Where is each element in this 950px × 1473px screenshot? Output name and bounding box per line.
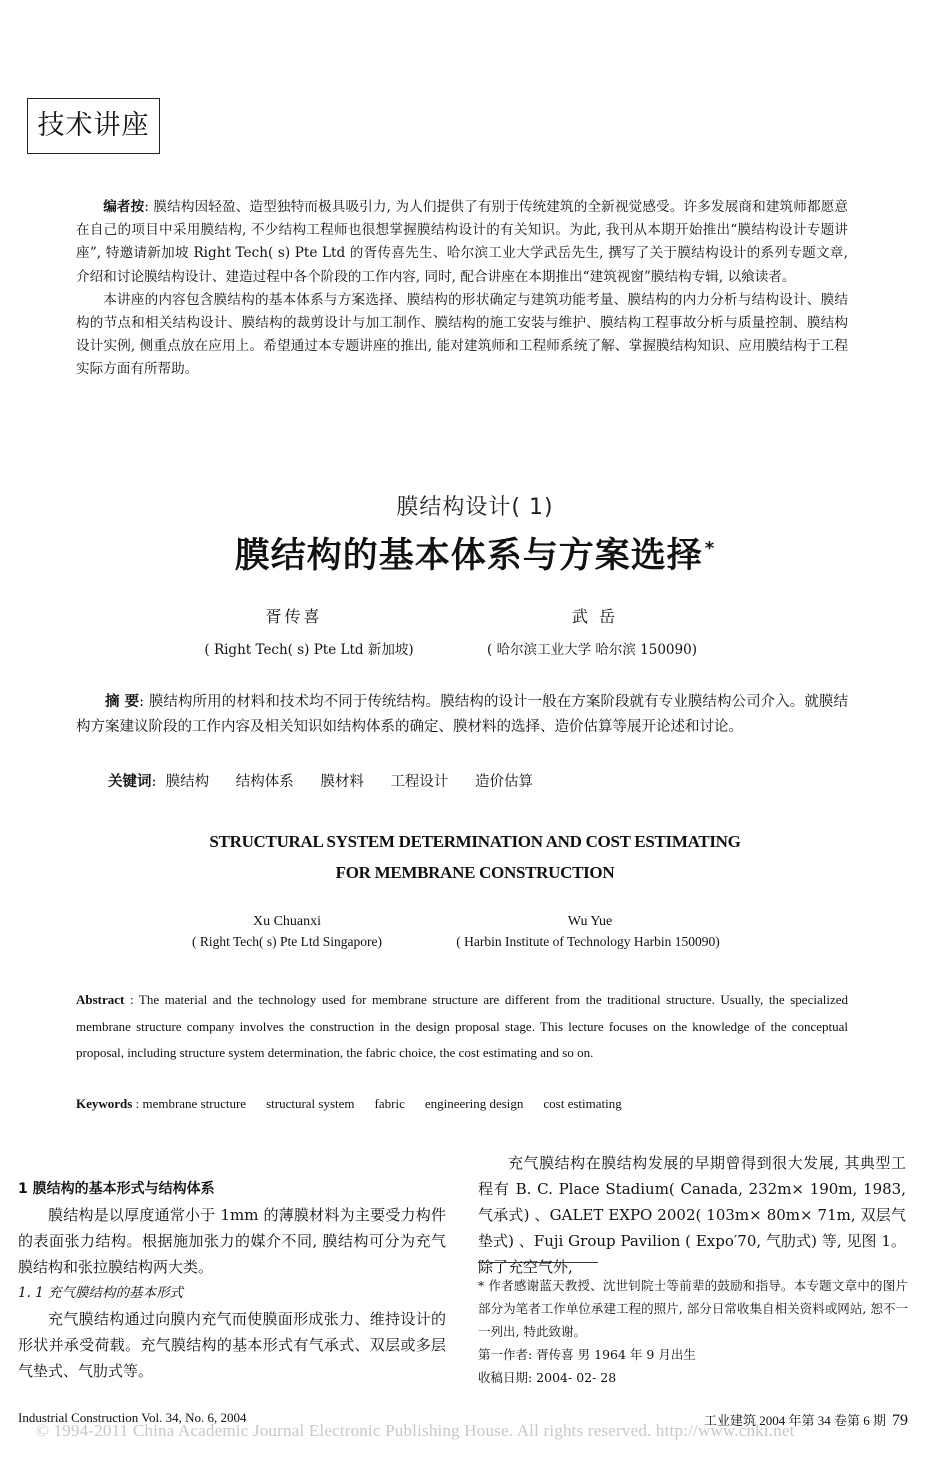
editor-note-text-1: : 膜结构因轻盈、造型独特而极具吸引力, 为人们提供了有别于传统建筑的全新视觉感受。许多发展商和建筑师都愿意在自己的项目中采用膜结构, 不少结构工程师也很想掌握膜结构设计的有关知识。为此, 我刊从本期开始推出“膜结构设计专题讲座”, 特邀请新加坡 Right Tech( s) Pte Ltd 的胥传喜先生、哈尔滨工业大学武岳先生, 撰写了关于膜结构设计的系列专题文章, 介绍和讨论膜结构设计、建造过程中各个阶段的工作内容, 同时, 配合讲座在本期推出“建筑视窗”膜结构专辑, 以飨读者。 xyxy=(76,199,849,285)
footer-journal-cn: 工业建筑 2004 年第 34 卷第 6 期 xyxy=(703,1413,886,1428)
editor-note xyxy=(76,196,848,382)
affiliation-en-1: ( Right Tech( s) Pte Ltd Singapore) xyxy=(191,934,383,949)
keyword-en: membrane structure xyxy=(142,1096,247,1111)
section-label: 技术讲座 xyxy=(27,98,160,154)
abstract-cn xyxy=(76,690,848,740)
footnote-first-author: 第一作者: 胥传喜 男 1964 年 9 月出生 xyxy=(478,1347,696,1362)
body-left-column xyxy=(18,1176,446,1384)
abstract-cn-text: : 膜结构所用的材料和技术均不同于传统结构。膜结构的设计一般在方案阶段就有专业膜结构公司介入。就膜结构方案建议阶段的工作内容及相关知识如结构体系的确定、膜材料的选择、造价估算等展开论述和讨论。 xyxy=(76,694,848,735)
footnote-received-date: 收稿日期: 2004- 02- 28 xyxy=(478,1370,617,1385)
keywords-en-separator: : xyxy=(132,1096,143,1111)
keyword-cn: 结构体系 xyxy=(235,774,294,790)
section-heading-1: 1 膜结构的基本形式与结构体系 xyxy=(18,1181,215,1197)
affiliation-en-2: ( Harbin Institute of Technology Harbin 150090) xyxy=(456,934,720,949)
keyword-cn: 造价估算 xyxy=(475,774,534,790)
abstract-en xyxy=(76,987,848,1067)
keywords-cn-label: 关键词 xyxy=(108,774,152,790)
footer-journal-en: Industrial Construction Vol. 34, No. 6, 2004 xyxy=(18,1410,247,1425)
author-en-2: Wu Yue xyxy=(567,914,613,929)
page-number: 79 xyxy=(892,1412,908,1429)
author-cn-1: 胥传喜 xyxy=(265,607,323,626)
affiliation-cn-1: ( Right Tech( s) Pte Ltd 新加坡) xyxy=(204,642,414,658)
keywords-en xyxy=(76,1096,642,1112)
keyword-en: fabric xyxy=(374,1096,405,1111)
keyword-cn: 膜材料 xyxy=(320,774,364,790)
keyword-en: engineering design xyxy=(424,1096,524,1111)
author-cn-2: 武 岳 xyxy=(571,607,619,626)
body-paragraph-1: 膜结构是以厚度通常小于 1mm 的薄膜材料为主要受力构件的表面张力结构。根据施加张力的媒介不同, 膜结构可分为充气膜结构和张拉膜结构两大类。 xyxy=(18,1206,446,1276)
keyword-en: structural system xyxy=(266,1096,355,1111)
series-title: 膜结构设计( 1) xyxy=(396,495,554,520)
body-right-column xyxy=(478,1150,906,1280)
body-paragraph-2: 充气膜结构通过向膜内充气而使膜面形成张力、维持设计的形状并承受荷载。充气膜结构的基本形式有气承式、双层或多层气垫式、气肋式等。 xyxy=(18,1310,446,1380)
keyword-cn: 工程设计 xyxy=(390,774,449,790)
english-title xyxy=(0,826,950,888)
abstract-en-label: Abstract xyxy=(76,992,125,1007)
abstract-en-text: : The material and the technology used for membrane structure are different from the traditional structure. Usually, the specialized membrane structure company involves the construction in the design proposal stage. This lecture focuses on the knowledge of the conceptual proposal, including structure system determination, the fabric choice, the cost estimating and so on. xyxy=(76,992,848,1060)
english-title-line-2: FOR MEMBRANE CONSTRUCTION xyxy=(335,863,615,882)
english-title-line-1: STRUCTURAL SYSTEM DETERMINATION AND COST ESTIMATING xyxy=(209,832,741,851)
keyword-cn: 膜结构 xyxy=(165,774,210,790)
copyright-watermark: © 1994-2011 China Academic Journal Electronic Publishing House. All rights reserved. http://www.cnki.net xyxy=(36,1421,795,1440)
editor-note-label: 编者按 xyxy=(103,199,145,215)
footnote xyxy=(478,1274,908,1389)
keywords-en-label: Keywords xyxy=(76,1096,133,1111)
author-en-1: Xu Chuanxi xyxy=(252,914,322,929)
title-footnote-mark: * xyxy=(704,538,716,560)
subsection-heading-1-1: 1. 1 充气膜结构的基本形式 xyxy=(18,1285,184,1301)
footnote-acknowledgement: * 作者感谢蓝天教授、沈世钊院士等前辈的鼓励和指导。本专题文章中的图片部分为笔者工作单位承建工程的照片, 部分日常收集自相关资料或网站, 恕不一一列出, 特此致谢。 xyxy=(478,1278,908,1339)
affiliation-cn-2: ( 哈尔滨工业大学 哈尔滨 150090) xyxy=(487,642,697,658)
abstract-cn-label: 摘 要 xyxy=(105,694,140,710)
abstract-cn-paragraph xyxy=(76,690,848,740)
editor-note-paragraph-2: 本讲座的内容包含膜结构的基本体系与方案选择、膜结构的形状确定与建筑功能考量、膜结构的内力分析与结构设计、膜结构的节点和相关结构设计、膜结构的裁剪设计与加工制作、膜结构的施工安装与维护、膜结构工程事故分析与质量控制、膜结构设计实例, 侧重点放在应用上。希望通过本专题讲座的推出, 能对建筑师和工程师系统了解、掌握膜结构知识、应用膜结构于工程实际方面有所帮助。 xyxy=(76,291,848,378)
keyword-en: cost estimating xyxy=(543,1096,622,1111)
main-title xyxy=(0,528,950,578)
body-paragraph-3: 充气膜结构在膜结构发展的早期曾得到很大发展, 其典型工程有 B. C. Place Stadium( Canada, 232m× 190m, 1983, 气承式) 、GALET EXPO 2002( 103m× 80m× 71m, 双层气垫式) 、Fuji Group Pavilion ( Expo′70, 气肋式) 等, 见图 1。除了充空气外, xyxy=(478,1154,906,1276)
footnote-rule xyxy=(478,1262,598,1263)
main-title-text: 膜结构的基本体系与方案选择 xyxy=(234,536,703,576)
editor-note-paragraph-1 xyxy=(76,196,848,289)
keywords-cn: 关键词: 膜结构 结构体系 膜材料 工程设计 造价估算 xyxy=(108,774,534,790)
